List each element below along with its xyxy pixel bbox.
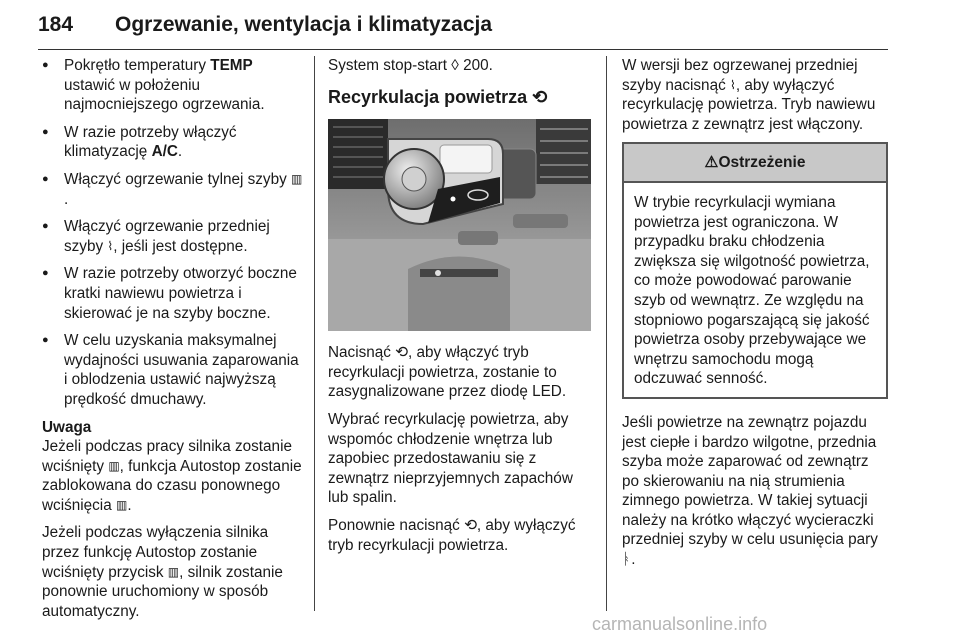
paragraph: W wersji bez ogrzewanej przedniej szyby nacisnąć ⌇, aby wyłączyć recyrkulację powietrza. Tryb nawiewu powietrza z zewnątrz jest włączony. <box>622 57 876 133</box>
note-paragraph: Jeżeli podczas wyłączenia silnika przez funkcję Autostop zostanie wciśnięty przycisk ▥, silnik zostanie ponownie uruchomiony w sposób automatyczny. <box>42 524 283 620</box>
column-divider <box>606 56 607 611</box>
column-right <box>622 56 888 578</box>
list-item: ● W celu uzyskania maksymalnej wydajności usuwania zaparowania i oblodzenia ustawić najwyższą prędkość dmuchawy. <box>42 331 306 409</box>
instruction-list <box>42 56 306 410</box>
note-paragraph: Jeżeli podczas pracy silnika zostanie wciśnięty ▥, funkcja Autostop zostanie zablokowana do czasu ponownego wciśnięcia ▥. <box>42 438 302 514</box>
recirculation-icon: ⟲ <box>532 86 548 107</box>
climate-control-photo <box>328 119 591 331</box>
cross-reference: System stop-start ◊ 200. <box>328 57 493 74</box>
rear-window-heater-icon: ▥ <box>290 171 303 186</box>
warning-header: ⚠Ostrzeżenie <box>624 144 886 183</box>
paragraph: Nacisnąć ⟲, aby włączyć tryb recyrkulacji powietrza, zostanie to zasygnalizowane przez diodę LED. <box>328 344 567 401</box>
paragraph: Jeśli powietrze na zewnątrz pojazdu jest ciepłe i bardzo wilgotne, przednia szyba może zaparować od zewnątrz po skierowaniu na nią strumienia zimnego powietrza. W takiej sytuacji należy na krótko włączyć wycieraczki przedniej szyby w celu usunięcia pary ᚭ. <box>622 413 878 569</box>
column-divider <box>314 56 315 611</box>
front-defrost-icon: ▥ <box>108 458 120 473</box>
note-title: Uwaga <box>42 418 92 436</box>
arrow-ref-icon: ◊ <box>451 57 459 74</box>
front-defrost-icon: ▥ <box>167 564 180 579</box>
wiper-icon: ᚭ <box>622 551 632 569</box>
column-middle <box>328 56 590 563</box>
list-item: ● Włączyć ogrzewanie tylnej szyby ▥. <box>42 170 306 209</box>
windscreen-heater-icon: ⌇ <box>729 77 736 92</box>
warning-text: W trybie recyrkulacji wymiana powietrza jest ograniczona. W przypadku braku chłodzenia zwiększa się wilgotność powietrza, co może powodować parowanie szyb od wewnątrz. Ze względu na stopniowo pogarszającą się jakość powietrza osoby przebywające we wnętrzu samochodu mogą odczuwać senność. <box>634 193 870 388</box>
list-item: ● Pokrętło temperatury TEMP ustawić w położeniu najmocniejszego ogrzewania. <box>42 56 306 115</box>
warning-icon: ⚠ <box>704 154 719 172</box>
section-title: Recyrkulacja powietrza ⟲ <box>328 86 548 107</box>
watermark: carmanualsonline.info <box>592 614 768 634</box>
windscreen-heater-icon: ⌇ <box>107 238 114 253</box>
paragraph: Wybrać recyrkulację powietrza, aby wspomóc chłodzenie wnętrza lub zapobiec przedostawaniu się z zewnątrz nieprzyjemnych zapachów lub spalin. <box>328 410 573 507</box>
front-defrost-icon: ▥ <box>115 497 128 512</box>
recirculation-icon: ⟲ <box>395 344 408 362</box>
list-item: ● Włączyć ogrzewanie przedniej szyby ⌇, jeśli jest dostępne. <box>42 217 306 256</box>
list-item: ● W razie potrzeby otworzyć boczne kratki nawiewu powietrza i skierować je na szyby boczne. <box>42 264 306 323</box>
page-number: 184 <box>38 13 74 36</box>
warning-box <box>622 142 888 399</box>
chapter-title: Ogrzewanie, wentylacja i klimatyzacja <box>115 13 493 36</box>
paragraph: Ponownie nacisnąć ⟲, aby wyłączyć tryb recyrkulacji powietrza. <box>328 516 576 554</box>
page-header <box>38 0 888 50</box>
list-item: ● W razie potrzeby włączyć klimatyzację A/C. <box>42 123 306 162</box>
column-left <box>42 56 306 629</box>
recirculation-icon: ⟲ <box>464 516 477 534</box>
